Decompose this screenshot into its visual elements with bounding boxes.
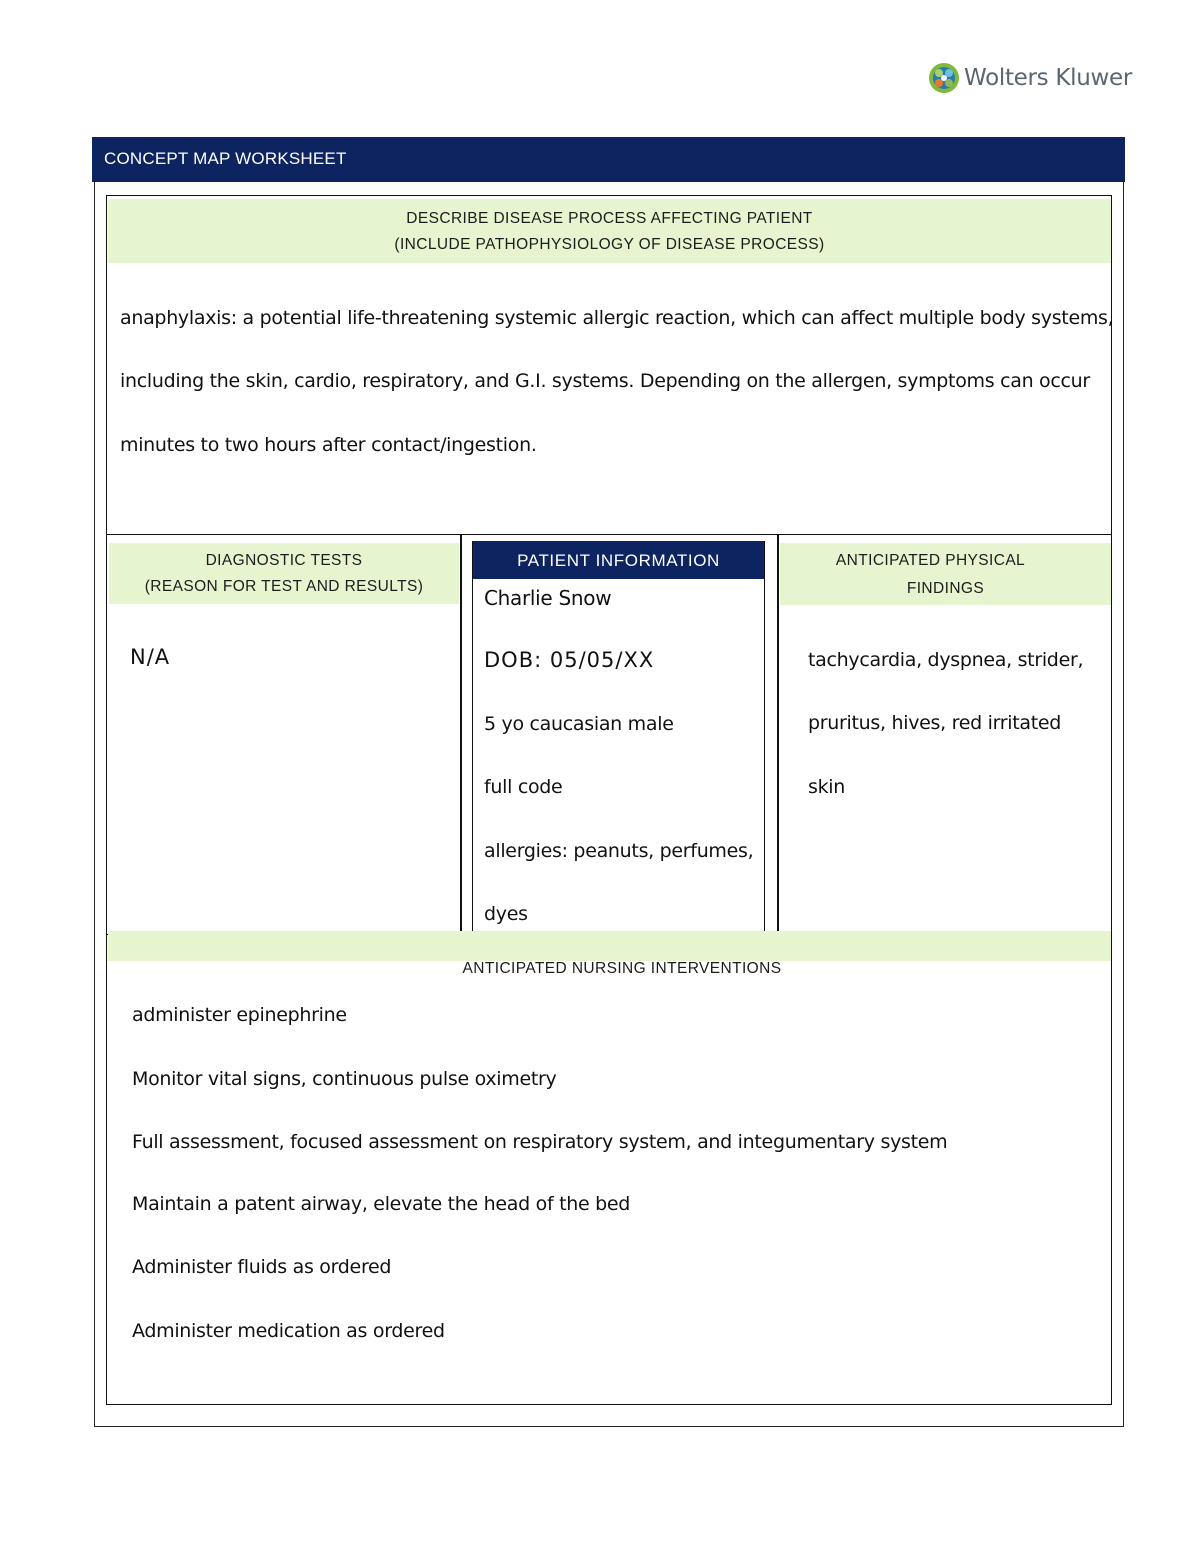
physical-header-line1: ANTICIPATED PHYSICAL bbox=[835, 552, 1026, 569]
interventions-header: ANTICIPATED NURSING INTERVENTIONS bbox=[462, 960, 782, 977]
patient-name: Charlie Snow bbox=[484, 586, 612, 610]
disease-text-line: minutes to two hours after contact/ingestion. bbox=[120, 434, 537, 456]
disease-text-line: including the skin, cardio, respiratory, and G.I. systems. Depending on the allergen, symptoms can occur bbox=[120, 370, 1090, 392]
diagnostic-tests-header bbox=[109, 543, 459, 604]
intervention-line: Maintain a patent airway, elevate the head of the bed bbox=[132, 1193, 631, 1215]
worksheet-title: CONCEPT MAP WORKSHEET bbox=[104, 149, 347, 168]
logo-text: Wolters Kluwer bbox=[964, 65, 1133, 91]
diagnostic-value: N/A bbox=[130, 645, 171, 669]
diagnostic-header-line2: (REASON FOR TEST AND RESULTS) bbox=[144, 578, 424, 595]
physical-findings-header bbox=[780, 543, 1111, 605]
intervention-line: Monitor vital signs, continuous pulse oximetry bbox=[132, 1068, 557, 1090]
physical-finding-line: skin bbox=[808, 776, 846, 798]
worksheet-banner bbox=[92, 137, 1125, 182]
physical-header-line2: FINDINGS bbox=[906, 580, 985, 597]
patient-detail-line: full code bbox=[484, 776, 563, 798]
patient-detail-line: 5 yo caucasian male bbox=[484, 713, 674, 735]
disease-header-line2: (INCLUDE PATHOPHYSIOLOGY OF DISEASE PROCESS) bbox=[394, 236, 825, 253]
intervention-line: Full assessment, focused assessment on respiratory system, and integumentary system bbox=[132, 1131, 948, 1153]
patient-detail-line: dyes bbox=[484, 903, 528, 925]
patient-dob: DOB: 05/05/XX bbox=[484, 648, 655, 672]
column-divider bbox=[460, 535, 462, 931]
column-divider bbox=[777, 535, 779, 931]
intervention-line: administer epinephrine bbox=[132, 1004, 347, 1026]
diagnostic-header-line1: DIAGNOSTIC TESTS bbox=[205, 552, 363, 569]
physical-finding-line: tachycardia, dyspnea, strider, bbox=[808, 649, 1084, 671]
intervention-line: Administer fluids as ordered bbox=[132, 1256, 392, 1278]
wolters-kluwer-logo bbox=[928, 60, 1132, 96]
intervention-line: Administer medication as ordered bbox=[132, 1320, 445, 1342]
physical-finding-line: pruritus, hives, red irritated bbox=[808, 712, 1062, 734]
patient-info-header: PATIENT INFORMATION bbox=[473, 541, 764, 579]
disease-header-line1: DESCRIBE DISEASE PROCESS AFFECTING PATIENT bbox=[406, 210, 813, 227]
disease-text-line: anaphylaxis: a potential life-threatening systemic allergic reaction, which can affect multiple body systems, bbox=[120, 307, 1114, 329]
globe-icon bbox=[928, 62, 960, 94]
disease-process-header bbox=[108, 199, 1111, 263]
patient-detail-line: allergies: peanuts, perfumes, bbox=[484, 840, 754, 862]
